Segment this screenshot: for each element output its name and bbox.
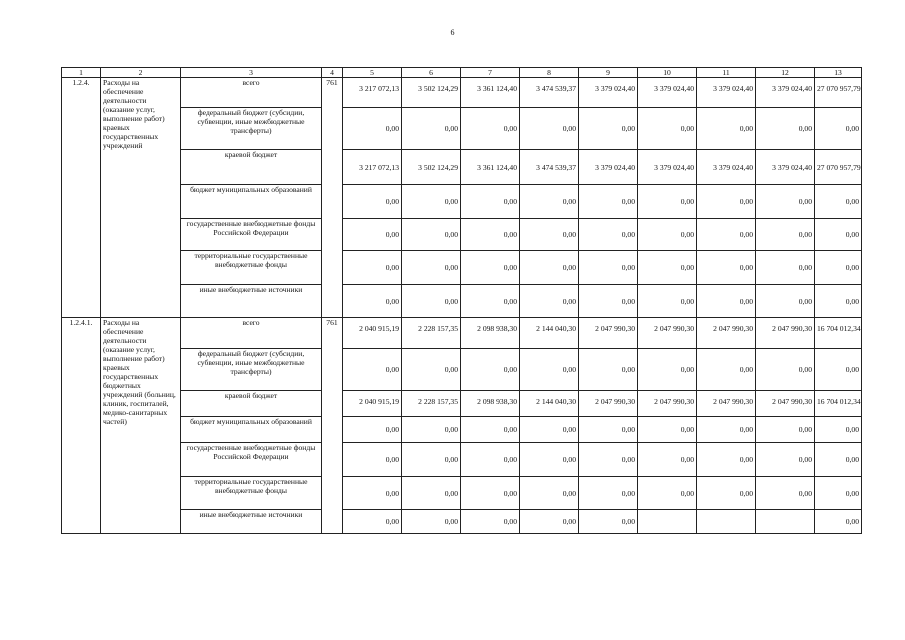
- value-cell: 2 047 990,30: [579, 391, 638, 417]
- funding-source: бюджет муниципальных образований: [181, 417, 322, 443]
- value-cell: 0,00: [461, 108, 520, 150]
- section-description: Расходы на обеспечение деятельности (оказание услуг, выполнение работ) краевых государственных учреждений: [101, 78, 181, 318]
- value-cell: 0,00: [402, 251, 461, 285]
- value-cell: 0,00: [756, 185, 815, 219]
- header-cell: 3: [181, 68, 322, 78]
- table-row: [62, 349, 862, 391]
- value-cell: 2 228 157,35: [402, 318, 461, 349]
- value-cell: 0,00: [343, 185, 402, 219]
- value-cell: 0,00: [343, 417, 402, 443]
- value-cell: 2 047 990,30: [697, 318, 756, 349]
- table-row: [62, 318, 862, 349]
- table-row: [62, 417, 862, 443]
- funding-source: федеральный бюджет (субсидии, субвенции, иные межбюджетные трансферты): [181, 349, 322, 391]
- value-cell: 0,00: [579, 417, 638, 443]
- value-cell: 0,00: [520, 349, 579, 391]
- funding-source: краевой бюджет: [181, 391, 322, 417]
- value-cell: 0,00: [638, 417, 697, 443]
- value-cell: 0,00: [697, 443, 756, 477]
- table-row: [62, 185, 862, 219]
- section-description: Расходы на обеспечение деятельности (оказание услуг, выполнение работ) краевых государственных бюджетных учреждений (больниц, клиник, госпиталей, медико-санитарных частей): [101, 318, 181, 534]
- value-cell: 16 704 012,34: [815, 391, 862, 417]
- value-cell: 0,00: [343, 251, 402, 285]
- value-cell: 0,00: [815, 477, 862, 510]
- funding-source: территориальные государственные внебюджетные фонды: [181, 477, 322, 510]
- value-cell: 0,00: [402, 219, 461, 251]
- value-cell: 2 228 157,35: [402, 391, 461, 417]
- value-cell: 0,00: [579, 285, 638, 318]
- value-cell: 0,00: [756, 349, 815, 391]
- value-cell: 0,00: [638, 443, 697, 477]
- value-cell: 2 047 990,30: [756, 391, 815, 417]
- value-cell: 0,00: [402, 349, 461, 391]
- value-cell: 2 047 990,30: [638, 391, 697, 417]
- table-row: [62, 219, 862, 251]
- table-row: [62, 477, 862, 510]
- funding-source: государственные внебюджетные фонды Российской Федерации: [181, 443, 322, 477]
- value-cell: 0,00: [756, 251, 815, 285]
- table-row: [62, 510, 862, 534]
- funding-source: краевой бюджет: [181, 150, 322, 185]
- value-cell: 3 379 024,40: [697, 78, 756, 108]
- value-cell: 2 040 915,19: [343, 391, 402, 417]
- value-cell: 16 704 012,34: [815, 318, 862, 349]
- value-cell: 2 047 990,30: [756, 318, 815, 349]
- value-cell: 3 217 072,13: [343, 78, 402, 108]
- value-cell: 0,00: [579, 251, 638, 285]
- value-cell: 0,00: [343, 477, 402, 510]
- value-cell: [638, 510, 697, 534]
- value-cell: 2 047 990,30: [697, 391, 756, 417]
- value-cell: 0,00: [815, 417, 862, 443]
- value-cell: 0,00: [402, 108, 461, 150]
- value-cell: 0,00: [697, 349, 756, 391]
- org-code: 761: [322, 78, 343, 318]
- section-code: 1.2.4.: [62, 78, 101, 318]
- section-code: 1.2.4.1.: [62, 318, 101, 534]
- value-cell: 0,00: [343, 108, 402, 150]
- header-cell: 9: [579, 68, 638, 78]
- value-cell: 0,00: [815, 185, 862, 219]
- value-cell: 0,00: [461, 349, 520, 391]
- header-cell: 13: [815, 68, 862, 78]
- value-cell: 2 098 938,30: [461, 318, 520, 349]
- value-cell: 3 379 024,40: [579, 78, 638, 108]
- value-cell: 0,00: [520, 251, 579, 285]
- value-cell: 27 070 957,79: [815, 78, 862, 108]
- header-cell: 6: [402, 68, 461, 78]
- value-cell: 0,00: [402, 443, 461, 477]
- header-cell: 5: [343, 68, 402, 78]
- value-cell: 3 217 072,13: [343, 150, 402, 185]
- value-cell: 0,00: [756, 108, 815, 150]
- funding-source: федеральный бюджет (субсидии, субвенции, иные межбюджетные трансферты): [181, 108, 322, 150]
- value-cell: 0,00: [697, 219, 756, 251]
- value-cell: 0,00: [638, 108, 697, 150]
- value-cell: 0,00: [579, 349, 638, 391]
- value-cell: 2 040 915,19: [343, 318, 402, 349]
- value-cell: 3 379 024,40: [638, 78, 697, 108]
- value-cell: 0,00: [520, 219, 579, 251]
- value-cell: 0,00: [579, 510, 638, 534]
- value-cell: 3 379 024,40: [579, 150, 638, 185]
- header-cell: 10: [638, 68, 697, 78]
- value-cell: 0,00: [638, 349, 697, 391]
- header-cell: 11: [697, 68, 756, 78]
- value-cell: 0,00: [815, 219, 862, 251]
- value-cell: 0,00: [697, 108, 756, 150]
- page-number: 6: [450, 28, 455, 37]
- value-cell: 0,00: [520, 443, 579, 477]
- value-cell: 0,00: [343, 349, 402, 391]
- value-cell: 0,00: [697, 417, 756, 443]
- value-cell: 0,00: [697, 285, 756, 318]
- funding-source: иные внебюджетные источники: [181, 510, 322, 534]
- value-cell: 3 379 024,40: [638, 150, 697, 185]
- value-cell: 0,00: [343, 510, 402, 534]
- value-cell: 0,00: [579, 108, 638, 150]
- value-cell: 0,00: [343, 443, 402, 477]
- value-cell: 0,00: [461, 185, 520, 219]
- value-cell: 0,00: [520, 417, 579, 443]
- value-cell: 0,00: [815, 443, 862, 477]
- value-cell: 0,00: [756, 417, 815, 443]
- value-cell: 0,00: [815, 251, 862, 285]
- value-cell: 2 047 990,30: [638, 318, 697, 349]
- value-cell: 3 361 124,40: [461, 78, 520, 108]
- value-cell: 0,00: [756, 477, 815, 510]
- value-cell: 2 098 938,30: [461, 391, 520, 417]
- value-cell: 0,00: [520, 477, 579, 510]
- value-cell: 0,00: [402, 185, 461, 219]
- header-cell: 4: [322, 68, 343, 78]
- value-cell: 3 502 124,29: [402, 78, 461, 108]
- value-cell: 0,00: [638, 185, 697, 219]
- value-cell: 3 361 124,40: [461, 150, 520, 185]
- org-code: 761: [322, 318, 343, 534]
- value-cell: 0,00: [697, 477, 756, 510]
- table-row: [62, 443, 862, 477]
- value-cell: 0,00: [461, 510, 520, 534]
- value-cell: 0,00: [461, 219, 520, 251]
- value-cell: 0,00: [756, 219, 815, 251]
- header-cell: 7: [461, 68, 520, 78]
- budget-table-body: [62, 68, 862, 534]
- value-cell: 0,00: [638, 477, 697, 510]
- value-cell: 0,00: [461, 251, 520, 285]
- value-cell: 0,00: [343, 219, 402, 251]
- value-cell: 0,00: [461, 477, 520, 510]
- value-cell: 0,00: [756, 443, 815, 477]
- header-cell: 8: [520, 68, 579, 78]
- value-cell: 0,00: [815, 349, 862, 391]
- value-cell: 0,00: [461, 285, 520, 318]
- value-cell: 3 474 539,37: [520, 78, 579, 108]
- value-cell: 0,00: [520, 510, 579, 534]
- header-cell: 2: [101, 68, 181, 78]
- value-cell: [756, 510, 815, 534]
- funding-source: территориальные государственные внебюджетные фонды: [181, 251, 322, 285]
- value-cell: 0,00: [756, 285, 815, 318]
- value-cell: 0,00: [520, 108, 579, 150]
- budget-table: [61, 67, 862, 534]
- value-cell: 0,00: [579, 443, 638, 477]
- value-cell: 0,00: [815, 285, 862, 318]
- table-row: [62, 391, 862, 417]
- value-cell: [697, 510, 756, 534]
- value-cell: 0,00: [697, 185, 756, 219]
- value-cell: 0,00: [461, 417, 520, 443]
- value-cell: 0,00: [402, 477, 461, 510]
- value-cell: 3 379 024,40: [756, 78, 815, 108]
- funding-source: всего: [181, 78, 322, 108]
- value-cell: 0,00: [343, 285, 402, 318]
- header-cell: 12: [756, 68, 815, 78]
- funding-source: бюджет муниципальных образований: [181, 185, 322, 219]
- table-row: [62, 108, 862, 150]
- value-cell: 0,00: [697, 251, 756, 285]
- value-cell: 0,00: [579, 477, 638, 510]
- header-row: [62, 68, 862, 78]
- value-cell: 3 379 024,40: [756, 150, 815, 185]
- table-row: [62, 78, 862, 108]
- value-cell: 0,00: [461, 443, 520, 477]
- value-cell: 0,00: [579, 219, 638, 251]
- value-cell: 0,00: [402, 510, 461, 534]
- value-cell: 0,00: [638, 219, 697, 251]
- table-row: [62, 251, 862, 285]
- value-cell: 2 144 040,30: [520, 391, 579, 417]
- value-cell: 0,00: [520, 185, 579, 219]
- value-cell: 0,00: [520, 285, 579, 318]
- funding-source: государственные внебюджетные фонды Российской Федерации: [181, 219, 322, 251]
- funding-source: всего: [181, 318, 322, 349]
- table-row: [62, 150, 862, 185]
- value-cell: 0,00: [402, 285, 461, 318]
- value-cell: 0,00: [638, 251, 697, 285]
- value-cell: 0,00: [638, 285, 697, 318]
- value-cell: 3 379 024,40: [697, 150, 756, 185]
- value-cell: 0,00: [579, 185, 638, 219]
- funding-source: иные внебюджетные источники: [181, 285, 322, 318]
- value-cell: 2 047 990,30: [579, 318, 638, 349]
- value-cell: 0,00: [402, 417, 461, 443]
- value-cell: 0,00: [815, 510, 862, 534]
- value-cell: 3 502 124,29: [402, 150, 461, 185]
- value-cell: 3 474 539,37: [520, 150, 579, 185]
- header-cell: 1: [62, 68, 101, 78]
- value-cell: 0,00: [815, 108, 862, 150]
- value-cell: 27 070 957,79: [815, 150, 862, 185]
- value-cell: 2 144 040,30: [520, 318, 579, 349]
- table-row: [62, 285, 862, 318]
